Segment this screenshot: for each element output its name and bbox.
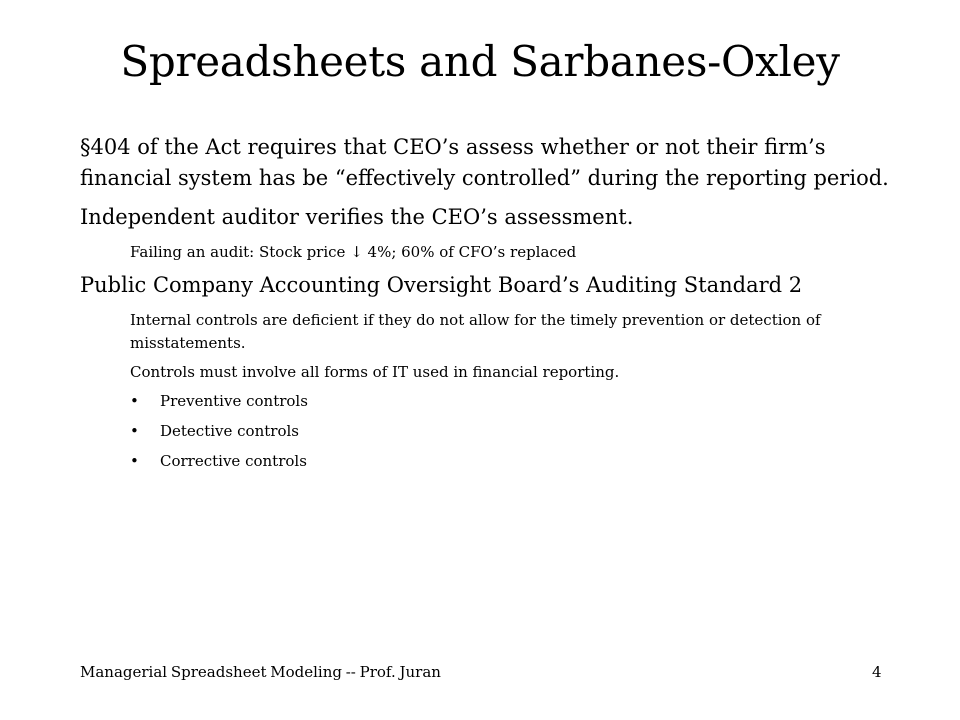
point-pcaob-standard: Public Company Accounting Oversight Board’s Auditing Standard 2	[80, 273, 803, 297]
bullet-item-corrective	[130, 450, 900, 472]
bullet-icon: •	[130, 452, 139, 470]
sub-point-failing-audit: Failing an audit: Stock price ↓ 4%; 60% of CFO’s replaced	[130, 243, 577, 261]
bullet-icon: •	[130, 422, 139, 440]
footer-page-number: 4	[872, 663, 882, 681]
point-section-404: §404 of the Act requires that CEO’s assess whether or not their firm’s financial system has be “effectively controlled” during the reporting period.	[80, 135, 889, 190]
bullet-label: Preventive controls	[160, 392, 308, 410]
bullet-label: Detective controls	[160, 422, 299, 440]
point-independent-auditor: Independent auditor verifies the CEO’s assessment.	[80, 205, 634, 229]
bullet-label: Corrective controls	[160, 452, 307, 470]
slide-body	[80, 132, 900, 480]
sub-point-internal-controls: Internal controls are deficient if they do not allow for the timely prevention or detection of misstatements.	[130, 311, 821, 352]
slide-title: Spreadsheets and Sarbanes-Oxley	[120, 37, 840, 86]
bullet-item-detective	[130, 420, 900, 442]
footer-course-credit: Managerial Spreadsheet Modeling -- Prof. Juran	[80, 663, 441, 681]
bullet-item-preventive	[130, 390, 900, 412]
bullet-icon: •	[130, 392, 139, 410]
sub-point-controls-it: Controls must involve all forms of IT used in financial reporting.	[130, 363, 620, 381]
